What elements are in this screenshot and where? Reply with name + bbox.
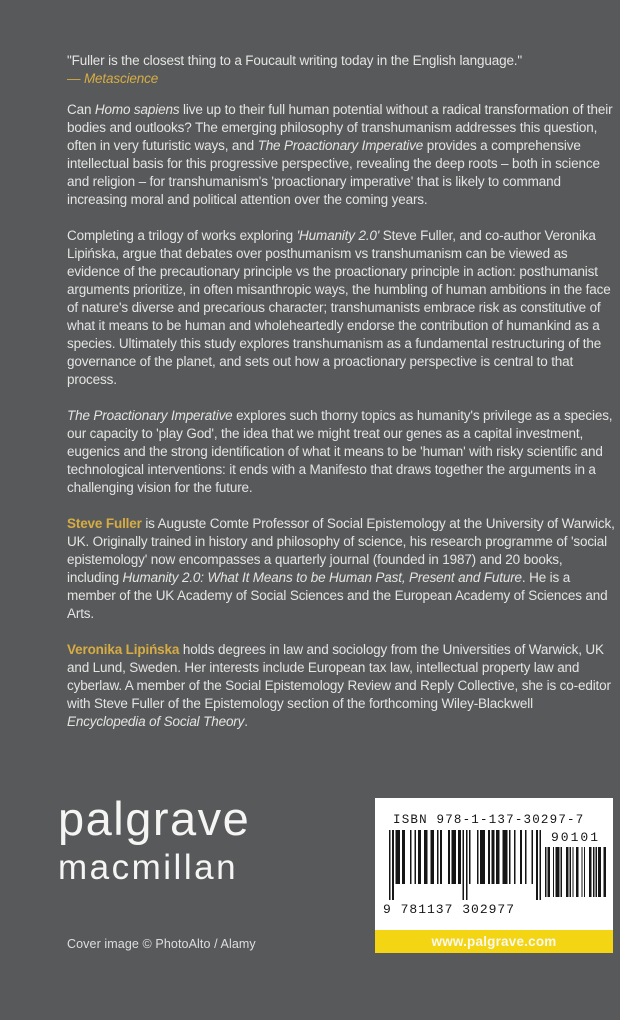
cover-credit: Cover image © PhotoAlto / Alamy [67,937,256,951]
ean-barcode [389,830,541,900]
body-paragraph: Completing a trilogy of works exploring 'Humanity 2.0' Steve Fuller, and co-author Veronika Lipińska, argue that debates over posthumanism vs transhumanism can be viewed as evidence of the precautionary principle vs the proactionary principle in action: posthumanist arguments prioritize, in often misanthropic ways, the humbling of human ambitions in the face of nature's diverse and precarious character; transhumanists embrace risk as constitutive of what it means to be human and wholeheartedly endorse the contribution of humankind as a species. Ultimately this study explores transhumanism as a fundamental restructuring of the governance of the planet, and sets out how a proactionary perspective is central to that process. [67,228,611,387]
review-quote [67,52,615,88]
addon-barcode-group [545,830,606,897]
quote-text: "Fuller is the closest thing to a Foucault writing today in the English language." [67,53,523,68]
author-bio-steve-fuller: Steve Fuller is Auguste Comte Professor of Social Epistemology at the University of Warwick, UK. Originally trained in history and philosophy of science, his research programme of 'social epistemology' now encompasses a quarterly journal (founded in 1987) and 20 books, including Humanity 2.0: What It Means to be Human Past, Present and Future. He is a member of the UK Academy of Social Sciences and the European Academy of Sciences and Arts. [67,516,615,621]
publisher-logo [58,792,251,887]
author-bio-veronika-lipinska: Veronika Lipińska holds degrees in law and sociology from the Universities of Warwick, UK and Lund, Sweden. Her interests include European tax law, intellectual property law and cyberlaw. A member of the Social Epistemology Review and Reply Collective, she is co-editor with Steve Fuller of the Epistemology section of the forthcoming Wiley-Blackwell Encyclopedia of Social Theory. [67,642,611,729]
logo-palgrave: palgrave [58,792,251,845]
addon-digits: 90101 [550,830,600,845]
body-paragraph: Can Homo sapiens live up to their full human potential without a radical transformation of their bodies and outlooks? The emerging philosophy of transhumanism addresses this question, often in very futuristic ways, and The Proactionary Imperative provides a comprehensive intellectual basis for this progressive perspective, revealing the deep roots – both in science and religion – for transhumanism's 'proactionary imperative' that is likely to command increasing moral and political attention over the coming years. [67,102,613,207]
addon-barcode [545,847,606,897]
quote-attribution: — Metascience [67,71,159,86]
back-cover-text [67,52,615,749]
barcode-row [383,830,603,918]
barcode-panel [375,798,613,930]
website-url: www.palgrave.com [431,934,557,949]
body-paragraph: The Proactionary Imperative explores such thorny topics as humanity's privilege as a species, our capacity to 'play God', the idea that we might treat our genes as a capital investment, eugenics and the strong identification of what it means to be 'human' with risky scientific and technological interventions: it ends with a Manifesto that draws together the arguments in a challenging vision for the future. [67,408,613,495]
logo-macmillan: macmillan [58,848,239,887]
isbn-label: ISBN 978-1-137-30297-7 [393,813,585,827]
ean-digits: 9 781137 302977 [383,902,516,917]
ean-barcode-group [383,830,541,918]
website-strip [375,930,613,953]
